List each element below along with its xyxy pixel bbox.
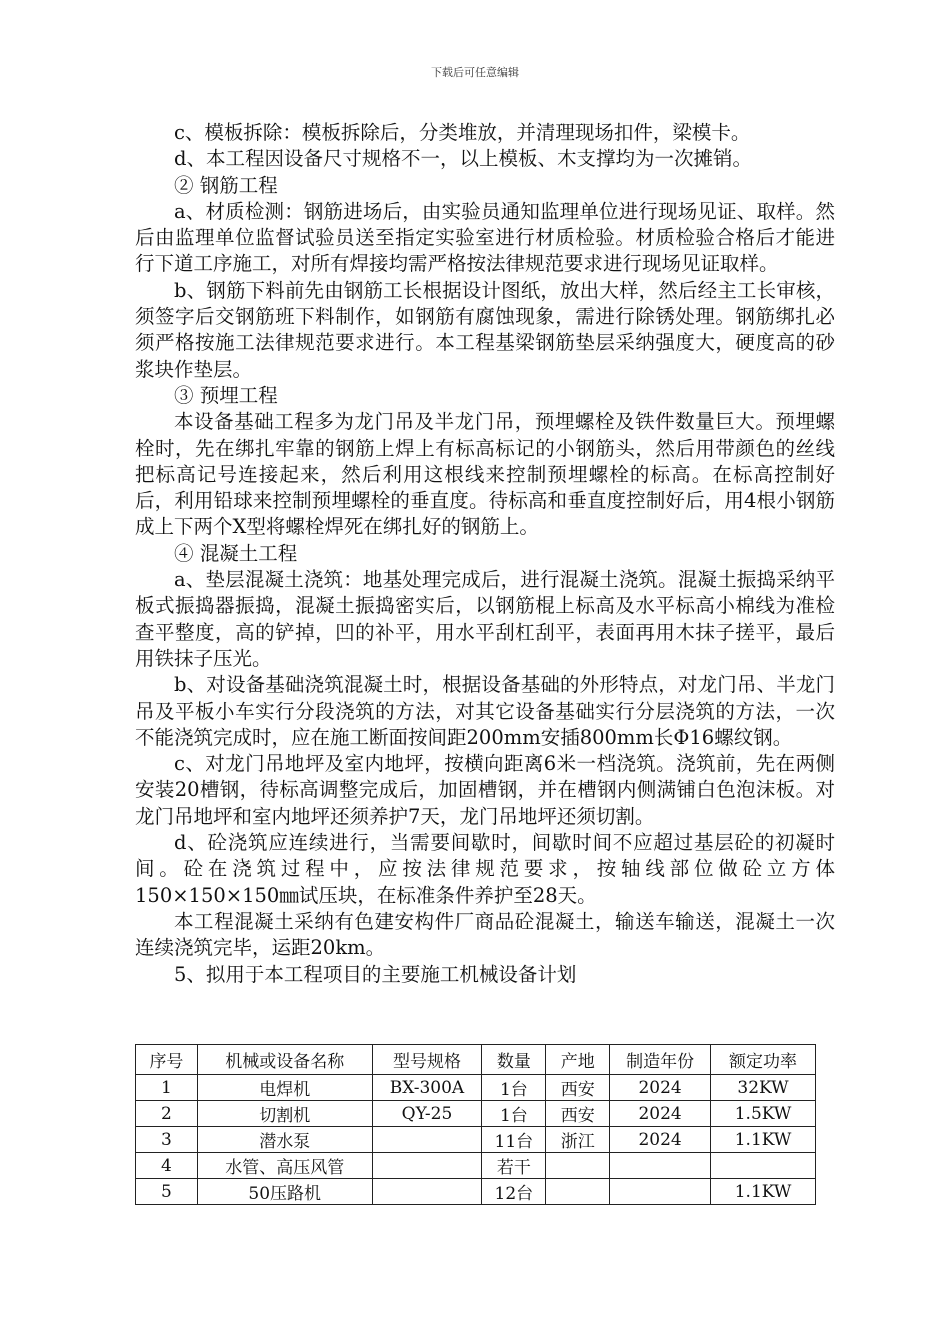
table-cell: 潜水泵 [197,1127,372,1153]
paragraph-concrete-foundation: b、对设备基础浇筑混凝土时，根据设备基础的外形特点，对龙门吊、半龙门吊及平板小车实行分段浇筑的方法，对其它设备基础实行分层浇筑的方法，一次不能浇筑完成时，应在施工断面按间距200mm安插800mm长Φ16螺纹钢。 [135,673,835,749]
table-header-cell: 序号 [136,1045,198,1075]
page-header: 下载后可任意编辑 [431,66,519,79]
table-header-cell: 数量 [482,1045,546,1075]
section-heading-equipment: 5、拟用于本工程项目的主要施工机械设备计划 [174,962,577,986]
table-cell [711,1153,816,1179]
table-header-cell: 额定功率 [711,1045,816,1075]
table-cell: 1.5KW [711,1101,816,1127]
table-row [136,1179,816,1205]
paragraph-rebar-inspection: a、材质检测：钢筋进场后，由实验员通知监理单位进行现场见证、取样。然后由监理单位监督试验员送至指定实验室进行材质检验。材质检验合格后才能进行下道工序施工，对所有焊接均需严格按法律规范要求进行现场见证取样。 [135,199,835,276]
paragraph-formwork-removal: c、模板拆除：模板拆除后，分类堆放，并清理现场扣件，梁模卡。 [174,121,751,144]
table-cell: 4 [136,1153,198,1179]
table-cell: 32KW [711,1075,816,1101]
paragraph-concrete-floor: c、对龙门吊地坪及室内地坪，按横向距离6米一档浇筑。浇筑前，先在两侧安装20槽钢，待标高调整完成后，加固槽钢，并在槽钢内侧满铺白色泡沫板。对龙门吊地坪和室内地坪还须养护7天，龙门吊地坪还须切割。 [135,752,835,828]
table-cell: 1台 [482,1075,546,1101]
table-cell: 1.1KW [711,1179,816,1205]
table-cell [546,1153,610,1179]
table-cell: 11台 [482,1127,546,1153]
table-cell: 12台 [482,1179,546,1205]
table-cell: QY-25 [372,1101,482,1127]
table-cell: 50压路机 [197,1179,372,1205]
table-cell: 1.1KW [711,1127,816,1153]
table-row [136,1075,816,1101]
table-cell: 3 [136,1127,198,1153]
paragraph-concrete-cushion: a、垫层混凝土浇筑：地基处理完成后，进行混凝土浇筑。混凝土振捣采纳平板式振捣器振捣，混凝土振捣密实后，以钢筋棍上标高及水平标高小棉线为准检查平整度，高的铲掉，凹的补平，用水平刮杠刮平，表面再用木抹子搓平，最后用铁抹子压光。 [135,568,835,670]
table-cell: 5 [136,1179,198,1205]
paragraph-embedded-bolts: 本设备基础工程多为龙门吊及半龙门吊，预埋螺栓及铁件数量巨大。预埋螺栓时，先在绑扎牢靠的钢筋上焊上有标高标记的小钢筋头，然后用带颜色的丝线把标高记号连接起来，然后利用这根线来控制预埋螺栓的标高。在标高控制好后，利用铅球来控制预埋螺栓的垂直度。待标高和垂直度控制好后，用4根小钢筋成上下两个X型将螺栓焊死在绑扎好的钢筋上。 [135,410,835,539]
document-body [135,120,835,988]
table-cell: 西安 [546,1075,610,1101]
equipment-table [135,1044,816,1205]
table-cell: 浙江 [546,1127,610,1153]
section-heading-concrete: ④ 混凝土工程 [174,541,298,565]
paragraph-formwork-amortization: d、本工程因设备尺寸规格不一，以上模板、木支撑均为一次摊销。 [174,147,752,171]
table-cell: 2024 [610,1075,711,1101]
table-row [136,1101,816,1127]
table-cell [372,1179,482,1205]
table-cell: 1 [136,1075,198,1101]
table-cell: BX-300A [372,1075,482,1101]
table-cell [610,1179,711,1205]
table-cell [372,1153,482,1179]
table-header-cell: 机械或设备名称 [197,1045,372,1075]
table-header-row [136,1045,816,1075]
table-cell: 西安 [546,1101,610,1127]
section-heading-rebar: ② 钢筋工程 [174,173,278,197]
table-header-cell: 型号规格 [372,1045,482,1075]
paragraph-concrete-continuous: d、砼浇筑应连续进行，当需要间歇时，间歇时间不应超过基层砼的初凝时间。砼在浇筑过程中，应按法律规范要求，按轴线部位做砼立方体150×150×150㎜试压块，在标准条件养护至28天。 [135,831,835,907]
paragraph-rebar-cutting: b、钢筋下料前先由钢筋工长根据设计图纸，放出大样，然后经主工长审核，须签字后交钢筋班下料制作，如钢筋有腐蚀现象，需进行除锈处理。钢筋绑扎必须严格按施工法律规范要求进行。本工程基梁钢筋垫层采纳强度大，硬度高的砂浆块作垫层。 [135,278,835,381]
table-cell: 2 [136,1101,198,1127]
table-cell: 水管、高压风管 [197,1153,372,1179]
table-cell: 电焊机 [197,1075,372,1101]
table-header-cell: 制造年份 [610,1045,711,1075]
table-cell: 1台 [482,1101,546,1127]
table-cell [546,1179,610,1205]
table-row [136,1127,816,1153]
table-header-cell: 产地 [546,1045,610,1075]
table-cell [372,1127,482,1153]
table-cell: 切割机 [197,1101,372,1127]
paragraph-concrete-supply: 本工程混凝土采纳有色建安构件厂商品砼混凝土，输送车输送，混凝土一次连续浇筑完毕，运距20km。 [135,909,835,960]
table-row [136,1153,816,1179]
table-cell: 2024 [610,1101,711,1127]
table-cell: 2024 [610,1127,711,1153]
section-heading-embedded: ③ 预埋工程 [174,383,278,407]
table-cell: 若干 [482,1153,546,1179]
table-cell [610,1153,711,1179]
